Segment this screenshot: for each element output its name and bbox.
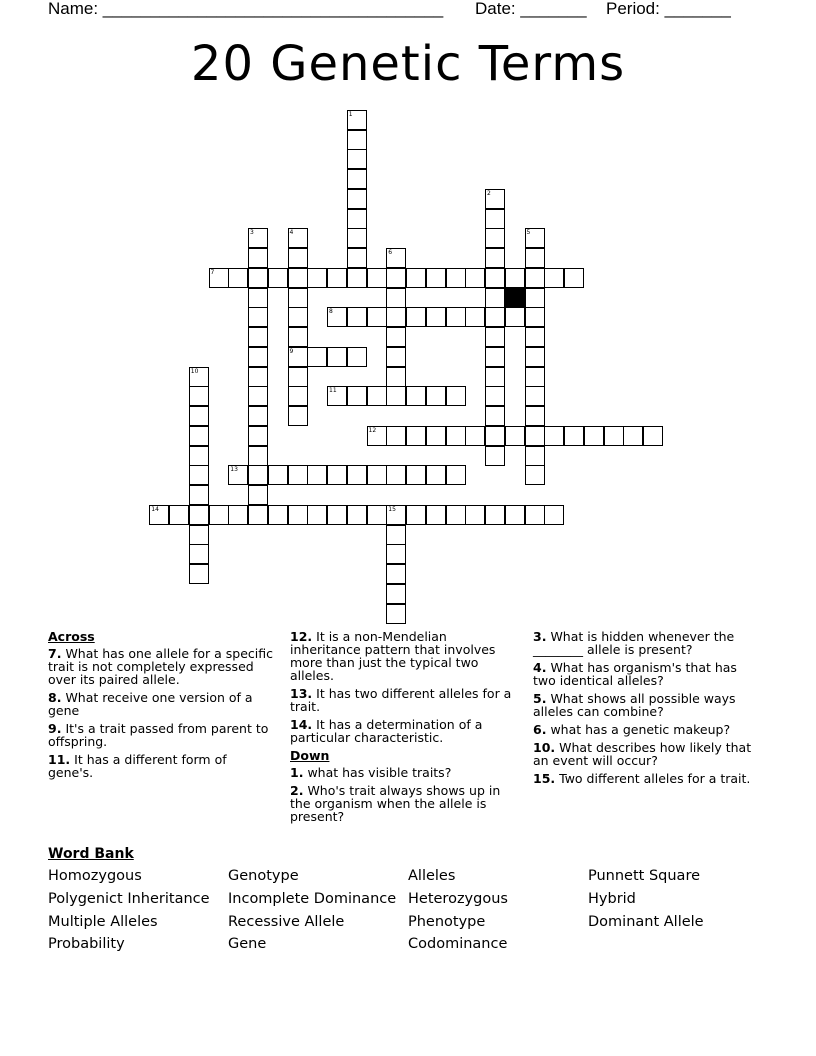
- crossword-cell[interactable]: [288, 505, 308, 525]
- crossword-cell[interactable]: [604, 426, 624, 446]
- clue-number: 1: [348, 110, 353, 118]
- crossword-cell[interactable]: [367, 268, 387, 288]
- crossword-cell[interactable]: [544, 268, 564, 288]
- clue-number: 14: [151, 505, 159, 513]
- crossword-cell[interactable]: [525, 406, 545, 426]
- crossword-cell[interactable]: [525, 307, 545, 327]
- crossword-cell[interactable]: [347, 465, 367, 485]
- crossword-cell[interactable]: [446, 426, 466, 446]
- crossword-cell[interactable]: [386, 465, 406, 485]
- crossword-cell[interactable]: [248, 288, 268, 308]
- crossword-cell[interactable]: [465, 505, 485, 525]
- word-bank-item: Gene: [228, 936, 267, 952]
- crossword-cell[interactable]: [228, 465, 248, 485]
- clue-number: 2: [487, 189, 491, 197]
- crossword-cell[interactable]: [485, 367, 505, 387]
- clue-number: 3: [250, 229, 254, 237]
- crossword-cell[interactable]: [248, 426, 268, 446]
- crossword-cell[interactable]: [525, 505, 545, 525]
- crossword-cell[interactable]: [189, 564, 209, 584]
- name-field-label: Name: ____________________________________: [48, 0, 444, 18]
- crossword-cell[interactable]: [446, 268, 466, 288]
- clue-number: 9: [289, 347, 294, 355]
- clue-number: 10: [190, 367, 199, 375]
- crossword-cell[interactable]: [386, 347, 406, 367]
- clue-down-1: 1. what has visible traits?: [290, 765, 452, 780]
- crossword-cell[interactable]: [485, 446, 505, 466]
- crossword-cell[interactable]: [288, 288, 308, 308]
- word-bank-item: Recessive Allele: [228, 914, 345, 930]
- crossword-cell[interactable]: [347, 307, 367, 327]
- crossword-cell[interactable]: [248, 327, 268, 347]
- crossword-cell[interactable]: [406, 426, 426, 446]
- crossword-cell[interactable]: [288, 307, 308, 327]
- crossword-cell[interactable]: [485, 386, 505, 406]
- clue-across-8: 8. What receive one version of a gene: [48, 690, 253, 718]
- crossword-cell[interactable]: [505, 268, 525, 288]
- crossword-cell[interactable]: [327, 347, 347, 367]
- crossword-cell[interactable]: [564, 268, 584, 288]
- crossword-cell[interactable]: [248, 367, 268, 387]
- crossword-cell[interactable]: [525, 248, 545, 268]
- crossword-cell[interactable]: [189, 426, 209, 446]
- crossword-cell[interactable]: [189, 544, 209, 564]
- clue-across-9: 9. It's a trait passed from parent to offspring.: [48, 721, 269, 749]
- crossword-cell[interactable]: [347, 209, 367, 229]
- crossword-cell[interactable]: [268, 268, 288, 288]
- crossword-cell[interactable]: [268, 505, 288, 525]
- crossword-cell[interactable]: [367, 386, 387, 406]
- crossword-cell[interactable]: [485, 347, 505, 367]
- crossword-cell[interactable]: [505, 426, 525, 446]
- crossword-cell[interactable]: [406, 465, 426, 485]
- crossword-cell[interactable]: [465, 307, 485, 327]
- crossword-cell[interactable]: [367, 505, 387, 525]
- crossword-cell[interactable]: [446, 505, 466, 525]
- word-bank-item: Hybrid: [588, 891, 636, 907]
- crossword-cell[interactable]: [386, 544, 406, 564]
- clue-down-2: 2. Who's trait always shows up in the organism when the allele is present?: [290, 783, 501, 824]
- crossword-cell[interactable]: [288, 347, 308, 367]
- crossword-cell[interactable]: [307, 505, 327, 525]
- crossword-cell[interactable]: [288, 228, 308, 248]
- word-bank-item: Phenotype: [408, 914, 486, 930]
- word-bank-item: Codominance: [408, 936, 508, 952]
- crossword-cell[interactable]: [347, 248, 367, 268]
- crossword-cell[interactable]: [288, 406, 308, 426]
- crossword-cell[interactable]: [485, 268, 505, 288]
- crossword-cell[interactable]: [327, 307, 347, 327]
- crossword-cell[interactable]: [307, 347, 327, 367]
- crossword-cell[interactable]: [485, 189, 505, 209]
- clue-down-6: 6. what has a genetic makeup?: [533, 722, 731, 737]
- crossword-cell[interactable]: [209, 505, 229, 525]
- word-bank-item: Alleles: [408, 868, 456, 884]
- clue-down-10: 10. What describes how likely that an event will occur?: [533, 740, 752, 768]
- crossword-cell[interactable]: [288, 327, 308, 347]
- crossword-cell[interactable]: [525, 228, 545, 248]
- word-bank-item: Dominant Allele: [588, 914, 704, 930]
- crossword-cell[interactable]: [485, 505, 505, 525]
- clue-down-3: 3. What is hidden whenever the ________ allele is present?: [533, 629, 735, 657]
- crossword-cell[interactable]: [386, 288, 406, 308]
- crossword-cell[interactable]: [248, 228, 268, 248]
- word-bank-item: Homozygous: [48, 868, 142, 884]
- crossword-cell[interactable]: [288, 268, 308, 288]
- crossword-cell[interactable]: [347, 268, 367, 288]
- crossword-cell[interactable]: [406, 268, 426, 288]
- crossword-cell[interactable]: [386, 505, 406, 525]
- crossword-cell[interactable]: [307, 268, 327, 288]
- crossword-cell[interactable]: [446, 307, 466, 327]
- crossword-cell[interactable]: [347, 228, 367, 248]
- crossword-cell[interactable]: [525, 367, 545, 387]
- crossword-cell[interactable]: [367, 465, 387, 485]
- crossword-cell[interactable]: [525, 426, 545, 446]
- crossword-cell[interactable]: [327, 386, 347, 406]
- crossword-cell[interactable]: [446, 465, 466, 485]
- clues-column-2: [290, 630, 515, 828]
- crossword-cell[interactable]: [347, 169, 367, 189]
- crossword-cell[interactable]: [485, 406, 505, 426]
- clue-across-7: 7. What has one allele for a specific trait is not completely expressed over its paired allele.: [48, 646, 274, 687]
- crossword-cell[interactable]: [386, 367, 406, 387]
- clue-number: 13: [230, 466, 238, 474]
- clue-number: 6: [388, 249, 393, 256]
- crossword-cell[interactable]: [386, 584, 406, 604]
- crossword-cell[interactable]: [426, 268, 446, 288]
- word-bank-item: Incomplete Dominance: [228, 891, 397, 907]
- crossword-cell[interactable]: [189, 505, 209, 525]
- clue-number: 5: [526, 229, 531, 237]
- crossword-cell[interactable]: [228, 268, 248, 288]
- crossword-cell[interactable]: [426, 426, 446, 446]
- crossword-cell[interactable]: [386, 525, 406, 545]
- crossword-cell[interactable]: [347, 347, 367, 367]
- crossword-cell[interactable]: [485, 288, 505, 308]
- date-field-label: Date: _______: [475, 0, 587, 18]
- clue-down-4: 4. What has organism's that has two identical alleles?: [533, 660, 737, 688]
- clue-down-15: 15. Two different alleles for a trait.: [533, 771, 751, 786]
- crossword-cell[interactable]: [465, 426, 485, 446]
- crossword-cell[interactable]: [248, 406, 268, 426]
- crossword-cell[interactable]: [525, 347, 545, 367]
- crossword-cell[interactable]: [525, 446, 545, 466]
- crossword-cell[interactable]: [288, 367, 308, 387]
- crossword-cell[interactable]: [327, 268, 347, 288]
- crossword-cell[interactable]: [189, 406, 209, 426]
- clue-number: 15: [388, 505, 396, 513]
- crossword-cell[interactable]: [248, 386, 268, 406]
- crossword-cell[interactable]: [367, 426, 387, 446]
- crossword-cell[interactable]: [347, 505, 367, 525]
- crossword-cell[interactable]: [525, 465, 545, 485]
- crossword-cell[interactable]: [248, 347, 268, 367]
- crossword-cell[interactable]: [248, 446, 268, 466]
- crossword-cell[interactable]: [347, 189, 367, 209]
- crossword-cell[interactable]: [169, 505, 189, 525]
- crossword-cell[interactable]: [584, 426, 604, 446]
- crossword-black-cell: [505, 288, 525, 308]
- clue-down-5: 5. What shows all possible ways alleles can combine?: [533, 691, 736, 719]
- crossword-cell[interactable]: [485, 248, 505, 268]
- crossword-cell[interactable]: [485, 228, 505, 248]
- crossword-cell[interactable]: [564, 426, 584, 446]
- crossword-cell[interactable]: [386, 268, 406, 288]
- crossword-cell[interactable]: [248, 465, 268, 485]
- crossword-cell[interactable]: [623, 426, 643, 446]
- word-bank-item: Multiple Alleles: [48, 914, 158, 930]
- crossword-cell[interactable]: [248, 268, 268, 288]
- crossword-cell[interactable]: [386, 564, 406, 584]
- word-bank-item: Punnett Square: [588, 868, 701, 884]
- clue-number: 8: [329, 308, 333, 316]
- crossword-cell[interactable]: [544, 505, 564, 525]
- crossword-cell[interactable]: [643, 426, 663, 446]
- crossword-cell[interactable]: [386, 426, 406, 446]
- crossword-cell[interactable]: [209, 268, 229, 288]
- crossword-cell[interactable]: [347, 130, 367, 150]
- crossword-cell[interactable]: [228, 505, 248, 525]
- crossword-cell[interactable]: [386, 327, 406, 347]
- crossword-cell[interactable]: [446, 386, 466, 406]
- crossword-cell[interactable]: [347, 110, 367, 130]
- crossword-cell[interactable]: [485, 307, 505, 327]
- clue-across-13: 13. It has two different alleles for a trait.: [290, 686, 512, 714]
- crossword-cell[interactable]: [426, 505, 446, 525]
- across-heading: Across: [48, 629, 95, 644]
- crossword-cell[interactable]: [149, 505, 169, 525]
- crossword-cell[interactable]: [189, 485, 209, 505]
- word-bank-item: Heterozygous: [408, 891, 508, 907]
- crossword-cell[interactable]: [465, 268, 485, 288]
- crossword-cell[interactable]: [406, 307, 426, 327]
- crossword-cell[interactable]: [386, 248, 406, 268]
- crossword-cell[interactable]: [248, 505, 268, 525]
- crossword-cell[interactable]: [525, 327, 545, 347]
- clues-column-1: [48, 630, 273, 784]
- crossword-cell[interactable]: [307, 465, 327, 485]
- clue-across-14: 14. It has a determination of a particular characteristic.: [290, 717, 483, 745]
- crossword-cell[interactable]: [485, 426, 505, 446]
- crossword-cell[interactable]: [426, 386, 446, 406]
- crossword-cell[interactable]: [406, 386, 426, 406]
- period-field-label: Period: _______: [606, 0, 731, 18]
- crossword-cell[interactable]: [505, 505, 525, 525]
- down-heading: Down: [290, 748, 330, 763]
- crossword-cell[interactable]: [268, 465, 288, 485]
- crossword-cell[interactable]: [347, 386, 367, 406]
- crossword-cell[interactable]: [505, 307, 525, 327]
- word-bank-item: Genotype: [228, 868, 299, 884]
- crossword-cell[interactable]: [367, 307, 387, 327]
- crossword-cell[interactable]: [426, 307, 446, 327]
- clue-across-11: 11. It has a different form of gene's.: [48, 752, 227, 780]
- crossword-cell[interactable]: [386, 307, 406, 327]
- crossword-cell[interactable]: [485, 209, 505, 229]
- clue-number: 7: [210, 268, 215, 276]
- crossword-cell[interactable]: [544, 426, 564, 446]
- crossword-cell[interactable]: [288, 465, 308, 485]
- crossword-cell[interactable]: [525, 386, 545, 406]
- clue-number: 12: [368, 426, 377, 434]
- crossword-cell[interactable]: [288, 386, 308, 406]
- crossword-cell[interactable]: [248, 248, 268, 268]
- clues-column-3: [533, 630, 758, 790]
- crossword-cell[interactable]: [189, 446, 209, 466]
- clue-across-12: 12. It is a non-Mendelian inheritance pattern that involves more than just the typical two alleles.: [290, 629, 496, 683]
- crossword-cell[interactable]: [406, 505, 426, 525]
- crossword-cell[interactable]: [189, 367, 209, 387]
- crossword-cell[interactable]: [525, 268, 545, 288]
- crossword-cell[interactable]: [327, 505, 347, 525]
- crossword-cell[interactable]: [327, 465, 347, 485]
- crossword-cell[interactable]: [288, 248, 308, 268]
- crossword-cell[interactable]: [426, 465, 446, 485]
- crossword-cell[interactable]: [525, 288, 545, 308]
- crossword-cell[interactable]: [189, 525, 209, 545]
- clue-number: 11: [329, 387, 337, 395]
- crossword-cell[interactable]: [386, 604, 406, 624]
- word-bank-item: Polygenict Inheritance: [48, 891, 210, 907]
- word-bank-item: Probability: [48, 936, 125, 952]
- word-bank-heading: Word Bank: [48, 846, 134, 862]
- clue-number: 4: [289, 229, 294, 237]
- page-title: 20 Genetic Terms: [190, 36, 626, 92]
- crossword-cell[interactable]: [248, 485, 268, 505]
- crossword-cell[interactable]: [485, 327, 505, 347]
- crossword-cell[interactable]: [386, 386, 406, 406]
- crossword-cell[interactable]: [248, 307, 268, 327]
- crossword-cell[interactable]: [189, 465, 209, 485]
- crossword-cell[interactable]: [347, 149, 367, 169]
- crossword-cell[interactable]: [189, 386, 209, 406]
